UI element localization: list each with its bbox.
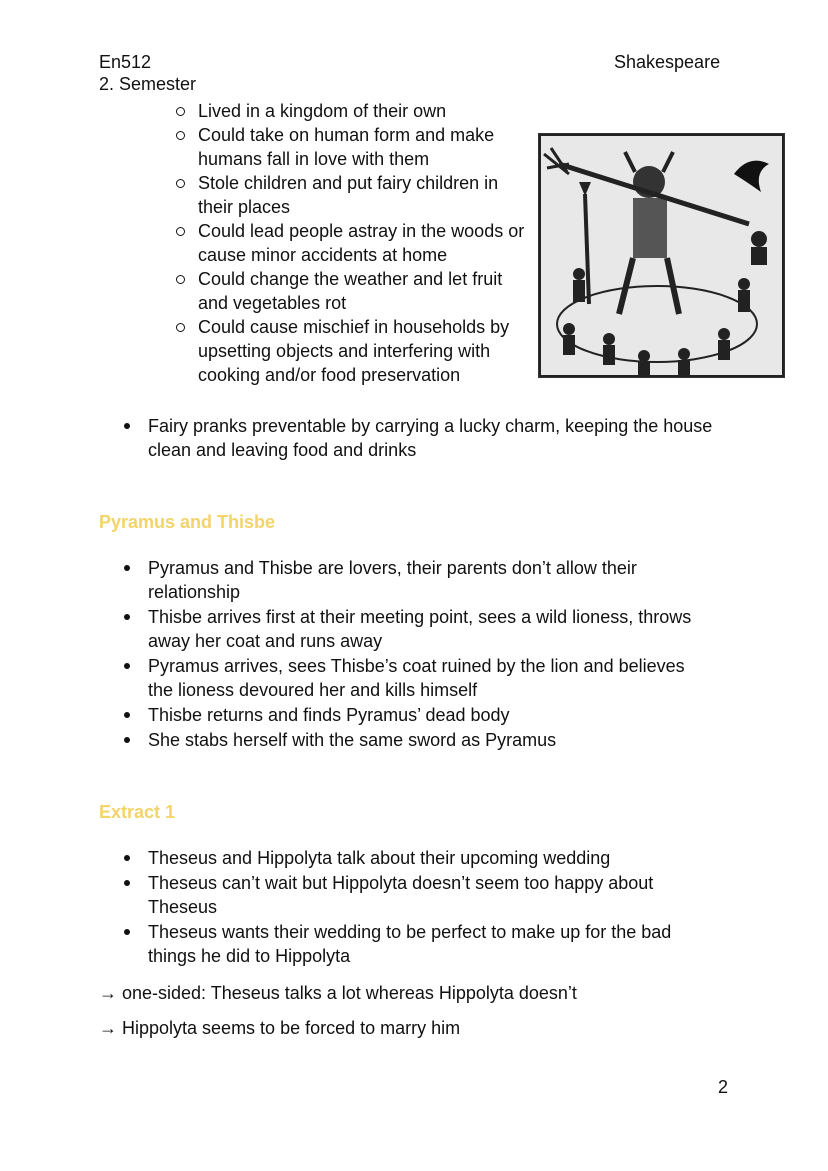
section-heading-extract1: Extract 1: [99, 802, 176, 822]
subject-title: Shakespeare: [614, 52, 721, 72]
list-item: Theseus and Hippolyta talk about their upcoming wedding: [148, 846, 723, 870]
circle-bullet-icon: [176, 227, 185, 236]
list-item: Thisbe arrives first at their meeting point, sees a wild lioness, throws away her coat and runs away: [148, 605, 693, 653]
fairy-bullet-list: [148, 414, 718, 463]
page-number: 2: [718, 1077, 729, 1097]
list-item: Could take on human form and make humans fall in love with them: [198, 123, 528, 171]
list-item: Lived in a kingdom of their own: [198, 99, 528, 123]
bullet-dot-icon: [124, 565, 130, 571]
bullet-dot-icon: [124, 880, 130, 886]
note-one-sided: → one-sided: Theseus talks a lot whereas Hippolyta doesn’t: [99, 983, 577, 1003]
section-heading-pyramus: Pyramus and Thisbe: [99, 512, 276, 532]
bullet-dot-icon: [124, 423, 130, 429]
bullet-dot-icon: [124, 663, 130, 669]
list-item: Could cause mischief in households by upsetting objects and interfering with cooking and/or food preservation: [198, 315, 528, 387]
list-item: Theseus can’t wait but Hippolyta doesn’t seem too happy about Theseus: [148, 871, 723, 919]
bullet-dot-icon: [124, 737, 130, 743]
list-item: She stabs herself with the same sword as Pyramus: [148, 728, 693, 752]
list-item: Theseus wants their wedding to be perfect to make up for the bad things he did to Hippolyta: [148, 920, 723, 968]
list-item: Pyramus and Thisbe are lovers, their parents don’t allow their relationship: [148, 556, 693, 604]
bullet-dot-icon: [124, 929, 130, 935]
list-item: Could lead people astray in the woods or cause minor accidents at home: [198, 219, 528, 267]
semester-label: 2. Semester: [99, 74, 197, 94]
list-item: Fairy pranks preventable by carrying a lucky charm, keeping the house clean and leaving food and drinks: [148, 414, 718, 462]
list-item: Pyramus arrives, sees Thisbe’s coat ruined by the lion and believes the lioness devoured her and kills himself: [148, 654, 693, 702]
bullet-dot-icon: [124, 614, 130, 620]
fairy-sublist: [198, 99, 528, 387]
circle-bullet-icon: [176, 323, 185, 332]
circle-bullet-icon: [176, 275, 185, 284]
course-code: En512: [99, 52, 152, 72]
pyramus-bullet-list: [148, 556, 693, 753]
fairy-woodcut-image: [539, 134, 784, 377]
woodcut-illustration: [538, 133, 785, 378]
list-item: Thisbe returns and finds Pyramus’ dead body: [148, 703, 693, 727]
list-item: Stole children and put fairy children in their places: [198, 171, 528, 219]
circle-bullet-icon: [176, 131, 185, 140]
bullet-dot-icon: [124, 855, 130, 861]
circle-bullet-icon: [176, 179, 185, 188]
bullet-dot-icon: [124, 712, 130, 718]
note-forced-marriage: → Hippolyta seems to be forced to marry him: [99, 1018, 461, 1038]
extract1-bullet-list: [148, 846, 723, 969]
list-item: Could change the weather and let fruit and vegetables rot: [198, 267, 528, 315]
circle-bullet-icon: [176, 107, 185, 116]
